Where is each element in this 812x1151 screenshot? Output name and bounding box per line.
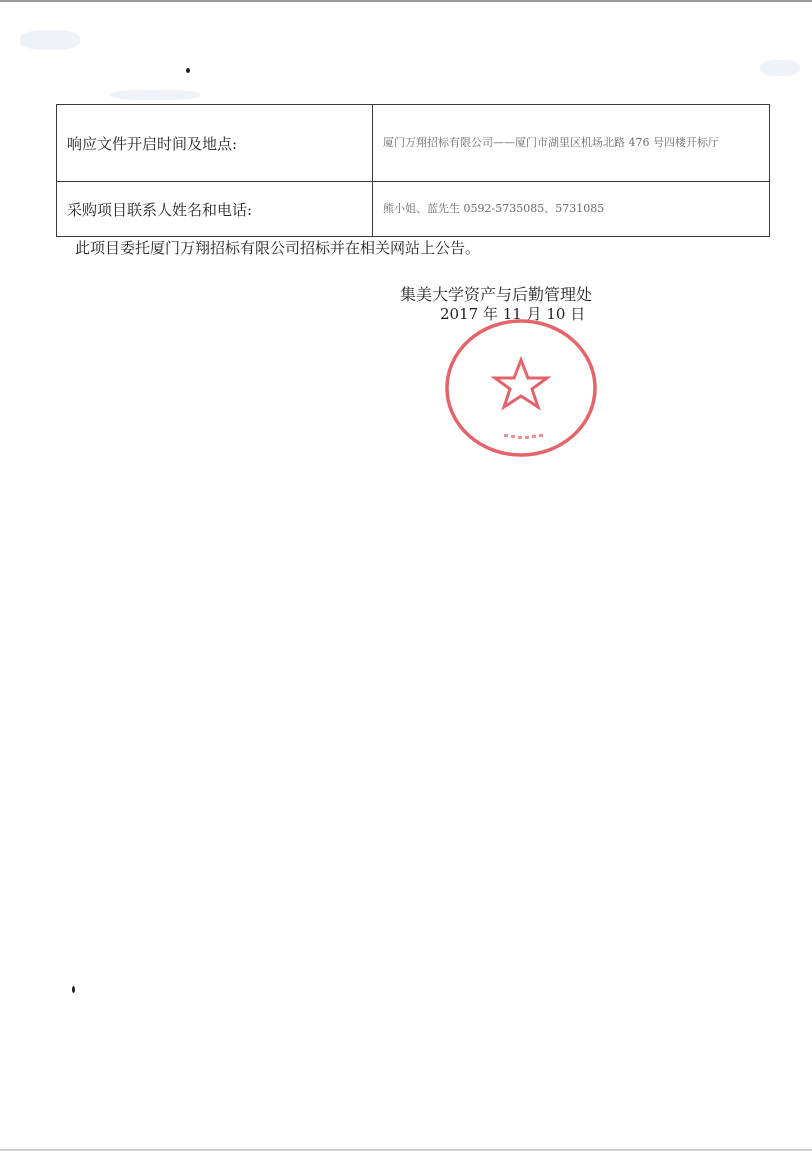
- scan-top-edge: [0, 0, 812, 2]
- signer-org: 集美大学资产与后勤管理处: [400, 285, 593, 304]
- scan-speck: [186, 68, 190, 73]
- notice-text: 此项目委托厦门万翔招标有限公司招标并在相关网站上公告。: [75, 239, 481, 257]
- row-label: 采购项目联系人姓名和电话:: [57, 182, 373, 237]
- info-table: [56, 104, 770, 237]
- scan-noise: [110, 90, 200, 100]
- table-row: [57, 182, 770, 237]
- row-value: 厦门万翔招标有限公司——厦门市湖里区机场北路 476 号四楼开标厅: [373, 105, 770, 182]
- scan-noise: [20, 30, 80, 50]
- official-seal: [440, 316, 600, 458]
- table-row: [57, 105, 770, 182]
- row-label: 响应文件开启时间及地点:: [57, 105, 373, 182]
- scan-noise: [760, 60, 800, 76]
- row-value: 熊小姐、蓝先生 0592-5735085、5731085: [373, 182, 770, 237]
- scan-speck: [72, 986, 75, 993]
- signature-date: 2017 年 11 月 10 日: [440, 305, 586, 323]
